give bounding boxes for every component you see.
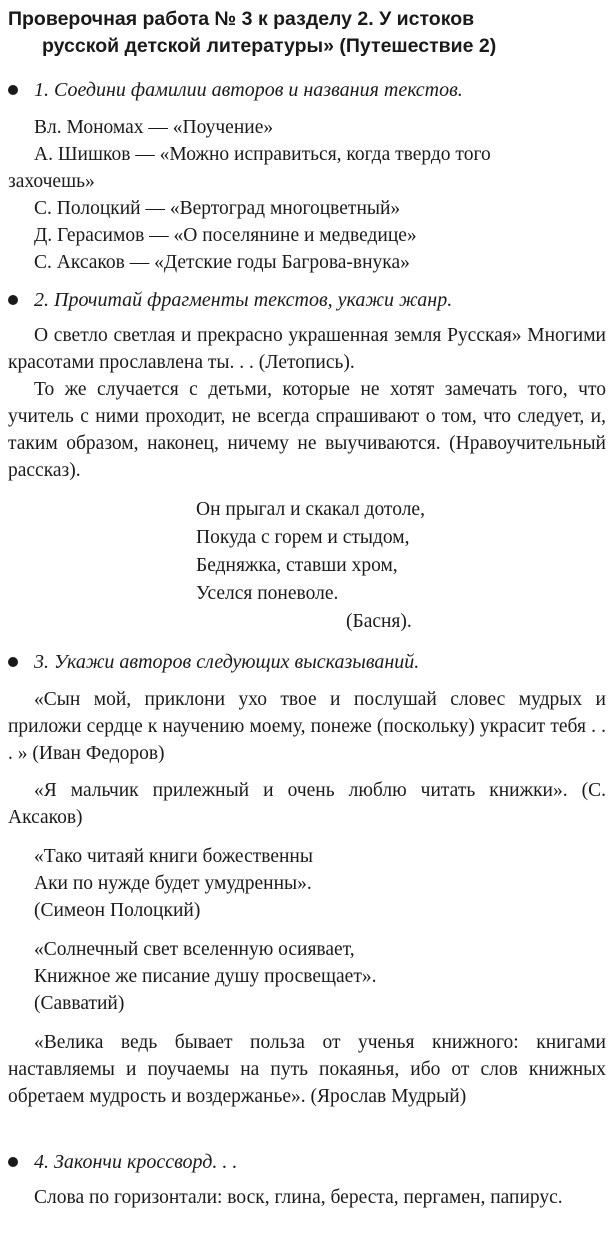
quote-3-line: (Симеон Полоцкий) xyxy=(34,900,201,921)
task-4 xyxy=(8,1150,606,1211)
poem-line: Он прыгал и скакал дотоле, xyxy=(196,499,425,520)
bullet-icon xyxy=(8,295,18,305)
quote-3-line: «Тако читаяй книги божественны xyxy=(34,846,313,867)
task-2-label: 2. Прочитай фрагменты текстов, укажи жанр. xyxy=(34,289,453,311)
task-3-heading xyxy=(8,650,606,674)
task-1-item: С. Полоцкий — «Вертоград многоцветный» xyxy=(34,198,401,219)
poem-line: Бедняжка, ставши хром, xyxy=(196,555,398,576)
quote-4-line: Книжное же писание душу просвещает». xyxy=(34,966,377,987)
task-1-heading xyxy=(8,78,606,102)
task-1-item: С. Аксаков — «Детские годы Багрова-внука» xyxy=(34,252,410,273)
poem-line: Уселся поневоле. xyxy=(196,583,339,604)
task-1-item: захочешь» xyxy=(8,171,95,192)
quote-1: «Сын мой, приклони ухо твое и послушай словес мудрых и приложи сердце к научению моему, понеже (поскольку) украсит тебя . . . » (Иван Федоров) xyxy=(8,689,606,764)
task-4-text: Слова по горизонтали: воск, глина, береста, пергамен, папирус. xyxy=(34,1187,563,1208)
task-4-heading xyxy=(8,1150,606,1174)
quote-4 xyxy=(8,936,606,1017)
task-2-poem xyxy=(8,496,606,636)
task-1-item: А. Шишков — «Можно исправиться, когда твердо того xyxy=(34,144,491,165)
task-2-fragment-1: О светло светлая и прекрасно украшенная земля Русская» Многими красотами прославлена ты. . . (Летопись). xyxy=(8,325,606,373)
title-line-1: Проверочная работа № 3 к разделу 2. У истоков xyxy=(8,8,475,30)
task-1 xyxy=(8,78,606,276)
task-3-label: 3. Укажи авторов следующих высказываний. xyxy=(34,651,420,673)
task-2 xyxy=(8,288,606,636)
quote-3 xyxy=(8,843,606,924)
bullet-icon xyxy=(8,657,18,667)
task-2-heading xyxy=(8,288,606,312)
task-3 xyxy=(8,650,606,1110)
bullet-icon xyxy=(8,1157,18,1167)
title-line-2: русской детской литературы» (Путешествие 2) xyxy=(42,35,497,57)
poem-line: Покуда с горем и стыдом, xyxy=(196,527,410,548)
poem-source: (Басня). xyxy=(346,611,412,632)
quote-3-line: Аки по нужде будет умудренны». xyxy=(34,873,312,894)
page-title xyxy=(8,6,608,60)
quote-4-line: «Солнечный свет вселенную осиявает, xyxy=(34,939,355,960)
task-1-item: Вл. Мономах — «Поучение» xyxy=(34,117,274,138)
task-2-fragment-2: То же случается с детьми, которые не хотят замечать того, что учитель с ними проходит, не всегда спрашивают о том, что следует, и, таким образом, наконец, ничему не выучиваются. (Нравоучительный рассказ). xyxy=(8,379,606,481)
task-1-label: 1. Соедини фамилии авторов и названия текстов. xyxy=(34,79,463,101)
task-1-item: Д. Герасимов — «О поселянине и медведице» xyxy=(34,225,417,246)
quote-5: «Велика ведь бывает польза от ученья книжного: книгами наставляемы и поучаемы на путь покаянья, ибо от слов книжных обретаем мудрость и воздержанье». (Ярослав Мудрый) xyxy=(8,1032,606,1107)
quote-2: «Я мальчик прилежный и очень люблю читать книжки». (С. Аксаков) xyxy=(8,780,606,828)
task-4-label: 4. Закончи кроссворд. . . xyxy=(34,1151,238,1173)
quote-4-line: (Савватий) xyxy=(34,993,125,1014)
bullet-icon xyxy=(8,85,18,95)
